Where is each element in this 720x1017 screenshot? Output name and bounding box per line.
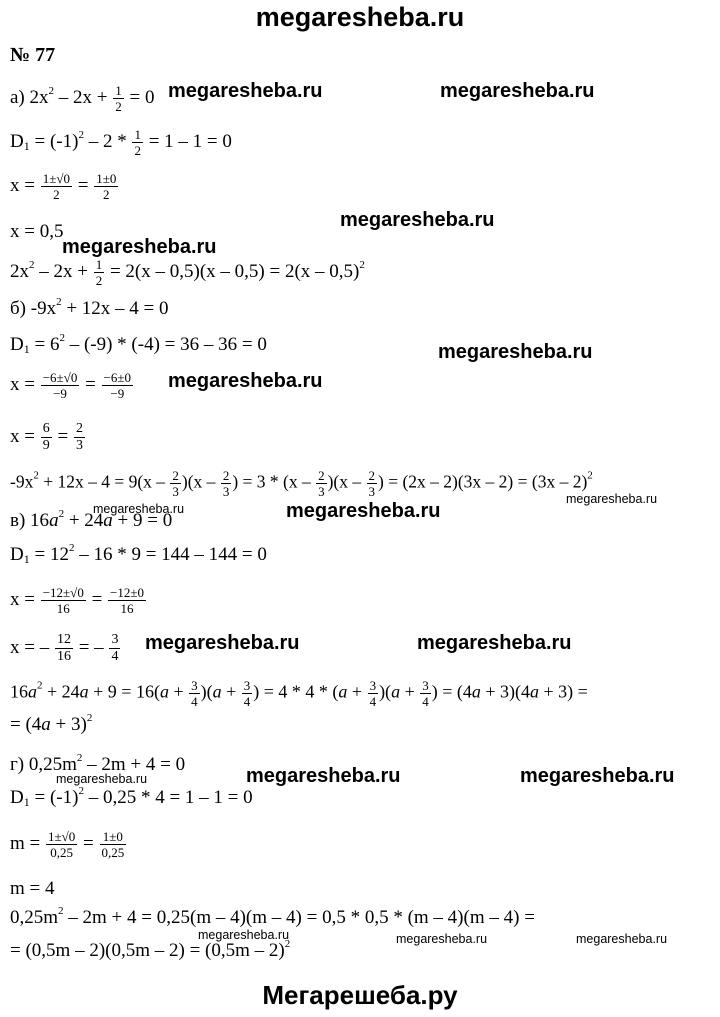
- fraction: $\frac{3}{4}$: [191, 678, 198, 709]
- site-header-logo: megaresheba.ru: [255, 2, 465, 32]
- part-v-factorization-result: = $(4a + 3)^2$: [10, 712, 93, 735]
- part-v-discriminant: $D_1 = 12^2 - 16 * 9 = 144 - 144 = 0$: [10, 542, 267, 566]
- part-g-factorization-result: = (0,5m – 2)(0,5m – 2) = (0,5m – 2)$^2$: [10, 938, 291, 961]
- part-g-root-value: m = 4: [10, 878, 55, 899]
- part-a-roots: x = $\frac{1\pm√0}{2}$ = $\frac{1\pm 0}{2}$: [10, 171, 117, 202]
- part-a-equation: а) $2x^2 - 2x$ + $\frac{1}{2}$ = 0: [10, 83, 155, 114]
- part-v-root-value: x = – $\frac{12}{16}$ = – $\frac{3}{4}$: [10, 632, 119, 664]
- watermark: megaresheba.ru: [145, 632, 300, 654]
- fraction: $\frac{1\pm 0}{2}$: [96, 171, 117, 202]
- watermark: megaresheba.ru: [417, 632, 572, 654]
- fraction: $\frac{1\pm√0}{2}$: [42, 171, 70, 202]
- part-a-root-value: x = 0,5: [10, 221, 64, 242]
- fraction: $\frac{12}{16}$: [56, 632, 71, 664]
- site-footer-logo: Мегарешеба.ру: [262, 980, 458, 1010]
- fraction: $\frac{1\pm√0}{0,25}$: [48, 829, 76, 860]
- fraction: $\frac{2}{3}$: [172, 468, 179, 499]
- part-a-discriminant: $D_1 = (-1)^2 - 2$ * $\frac{1}{2}$ = 1 – 1 = 0: [10, 127, 232, 158]
- watermark: megaresheba.ru: [520, 765, 675, 787]
- fraction: $\frac{-12\pm 0}{16}$: [110, 585, 145, 616]
- watermark: megaresheba.ru: [246, 765, 401, 787]
- watermark: megaresheba.ru: [566, 492, 658, 506]
- watermark: megaresheba.ru: [440, 80, 595, 102]
- watermark: megaresheba.ru: [576, 932, 668, 946]
- problem-title: № 77: [10, 44, 56, 66]
- watermark: megaresheba.ru: [198, 928, 290, 942]
- fraction: $\frac{1}{2}$: [95, 257, 103, 288]
- fraction: $\frac{3}{4}$: [369, 678, 377, 709]
- fraction: $\frac{1\pm 0}{0,25}$: [101, 829, 125, 860]
- fraction: $\frac{3}{4}$: [243, 678, 251, 709]
- part-v-roots: x = $\frac{-12\pm√0}{16}$ = $\frac{-12\pm 0}{16}$: [10, 585, 145, 616]
- watermark: megaresheba.ru: [168, 80, 323, 102]
- fraction: $\frac{6}{9}$: [42, 421, 50, 453]
- watermark: megaresheba.ru: [93, 502, 185, 516]
- watermark: megaresheba.ru: [396, 932, 488, 946]
- watermark: megaresheba.ru: [340, 209, 495, 231]
- part-v-equation: в) $16a^2 + 24a + 9 = 0$: [10, 508, 173, 531]
- fraction: $\frac{-12\pm√0}{16}$: [42, 585, 84, 616]
- fraction: $\frac{1}{2}$: [134, 127, 141, 158]
- fraction: $\frac{2}{3}$: [368, 468, 375, 499]
- part-g-equation: г) $0,25m^2 - 2m + 4 = 0$: [10, 752, 186, 775]
- fraction: $\frac{2}{3}$: [318, 468, 325, 499]
- part-b-roots: x = $\frac{-6\pm√0}{-9}$ = $\frac{-6\pm 0}{-9}$: [10, 370, 132, 401]
- fraction: $\frac{2}{3}$: [75, 421, 83, 453]
- part-v-factorization: $16a^2 + 24a + 9 = 16(a$ + $\frac{3}{4}$ )(a + $\frac{3}{4}$ ) = 4 * 4 * (a + $\frac{3}{4}$ )(a + $\frac{3}{4}$ ) = (4a + 3)(4a + 3) =: [10, 678, 588, 709]
- watermark: megaresheba.ru: [168, 370, 323, 392]
- fraction: $\frac{-6\pm√0}{-9}$: [42, 370, 78, 401]
- part-g-factorization: $0,25m^2 - 2m + 4 = 0,25(m - 4)(m - 4) = 0,5 * 0,5 * (m - 4)(m - 4)$ =: [10, 905, 535, 928]
- fraction: $\frac{2}{3}$: [222, 468, 230, 499]
- fraction: $\frac{1}{2}$: [115, 83, 122, 114]
- part-b-discriminant: $D_1 = 6^2 - (-9) * (-4) = 36 - 36 = 0$: [10, 332, 267, 356]
- fraction: $\frac{-6\pm 0}{-9}$: [103, 370, 132, 401]
- part-b-root-value: x = $\frac{6}{9}$ = $\frac{2}{3}$: [10, 421, 83, 453]
- part-a-factorization: $2x^2 - 2x$ + $\frac{1}{2}$ = 2(x – 0,5)(x – 0,5) = 2(x – 0,5)$^2$: [10, 257, 365, 288]
- watermark: megaresheba.ru: [56, 772, 148, 786]
- part-b-equation: б) $-9x^2 + 12x - 4 = 0$: [10, 296, 169, 319]
- watermark: megaresheba.ru: [438, 341, 593, 363]
- watermark: megaresheba.ru: [62, 236, 217, 258]
- part-b-factorization: $-9x^2 + 12x - 4 = 9(x$ – $\frac{2}{3}$ )(x – $\frac{2}{3}$ ) = 3 * (x – $\frac{2}{3}$ )(x – $\frac{2}{3}$ ) = (2x – 2)(3x – 2) = (3x – 2)$^2$: [10, 468, 593, 499]
- fraction: $\frac{3}{4}$: [422, 678, 429, 709]
- watermark: megaresheba.ru: [286, 500, 441, 522]
- part-g-discriminant: $D_1 = (-1)^2 - 0,25 * 4 = 1 - 1 = 0$: [10, 785, 253, 809]
- part-g-roots: m = $\frac{1\pm√0}{0,25}$ = $\frac{1\pm 0}{0,25}$: [10, 829, 125, 860]
- fraction: $\frac{3}{4}$: [111, 632, 119, 664]
